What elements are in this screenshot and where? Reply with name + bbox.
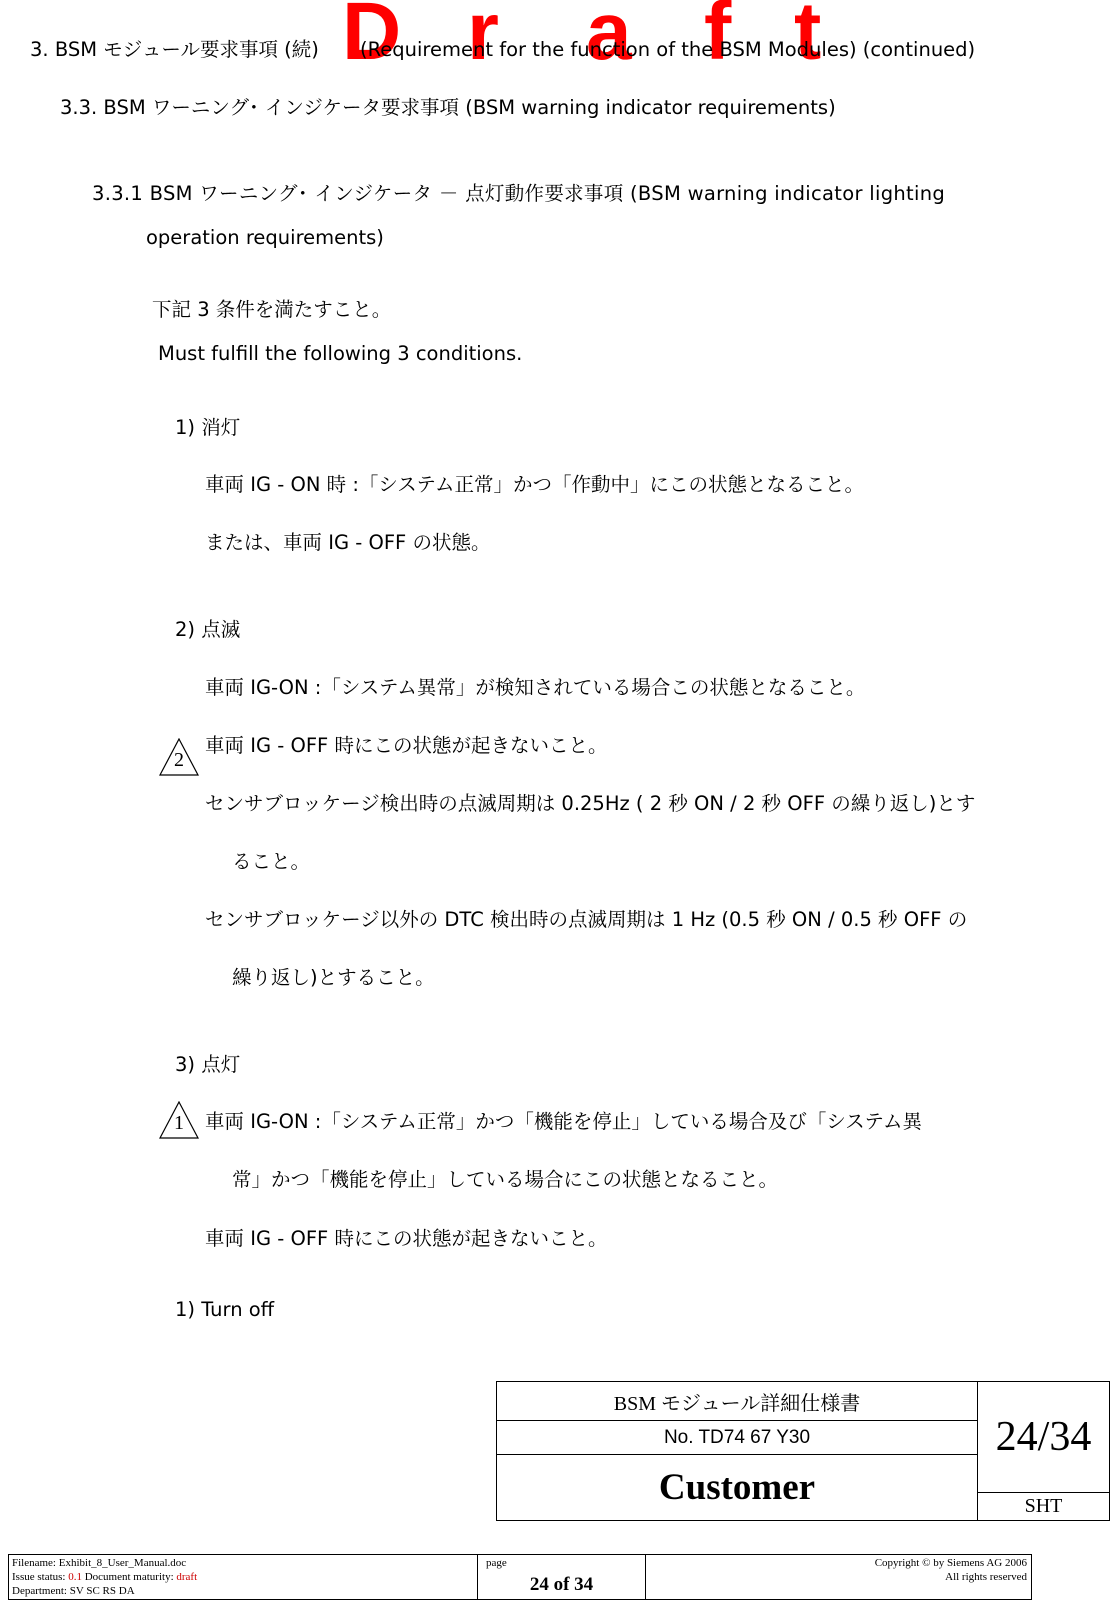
section-3-english-title: (Requirement for the function of the BSM Modules) (continued) xyxy=(360,38,976,61)
watermark-letter-a: a xyxy=(586,0,632,77)
revision-mark-2 xyxy=(159,738,199,776)
section-3-number: 3. xyxy=(30,38,49,61)
item-2-line4a: センサブロッケージ以外の DTC 検出時の点滅周期は 1 Hz (0.5 秒 ON / 0.5 秒 OFF の xyxy=(205,908,968,931)
revision-mark-2-number: 2 xyxy=(174,749,184,771)
title-block-sheet: 24/34 xyxy=(978,1382,1109,1493)
page-footer xyxy=(8,1554,1032,1600)
section-3-title: BSM モジュール要求事項 (続) xyxy=(54,38,319,61)
item-2-line4b: 繰り返し)とすること。 xyxy=(232,966,435,989)
title-block-customer: Customer xyxy=(497,1455,978,1520)
title-block xyxy=(496,1381,1110,1521)
item-2-line3b: ること。 xyxy=(232,850,311,873)
footer-page-cell xyxy=(477,1555,646,1599)
item-2-line1: 車両 IG-ON :「システム異常」が検知されている場合この状態となること。 xyxy=(205,676,866,699)
item-1-title: 1) 消灯 xyxy=(175,416,241,439)
item-3-title: 3) 点灯 xyxy=(175,1053,241,1076)
watermark-letter-r: r xyxy=(467,0,499,77)
section-3-3-1-heading-line1: 3.3.1 BSM ワーニング･ インジケータ － 点灯動作要求事項 (BSM warning indicator lighting xyxy=(92,182,946,205)
section-3-3-heading: 3.3. BSM ワーニング･ インジケータ要求事項 (BSM warning indicator requirements) xyxy=(60,96,836,119)
watermark-letter-f: f xyxy=(704,0,732,77)
item-3-line1b: 常」かつ「機能を停止」している場合にこの状態となること。 xyxy=(232,1168,779,1191)
section-3-heading xyxy=(30,38,319,62)
item-2-line2: 車両 IG - OFF 時にこの状態が起きないこと。 xyxy=(205,734,608,757)
section-3-3-1-heading-line2: operation requirements) xyxy=(146,226,384,249)
title-block-sheet-label: SHT xyxy=(1024,1495,1063,1517)
item-2-line3a: センサブロッケージ検出時の点滅周期は 0.25Hz ( 2 秒 ON / 2 秒 OFF の繰り返し)とす xyxy=(205,792,976,815)
revision-mark-1-number: 1 xyxy=(174,1112,184,1134)
footer-copyright: Copyright © by Siemens AG 2006 xyxy=(874,1557,1027,1569)
item-1-line2: または、車両 IG - OFF の状態。 xyxy=(205,531,491,554)
title-block-doc-title: BSM モジュール詳細仕様書 xyxy=(497,1382,978,1421)
watermark-letter-d: D xyxy=(342,0,402,77)
footer-filename: Filename: Exhibit_8_User_Manual.doc xyxy=(12,1557,187,1569)
item-3-line2: 車両 IG - OFF 時にこの状態が起きないこと。 xyxy=(205,1227,608,1250)
revision-mark-1 xyxy=(159,1101,199,1139)
item-3-line1a: 車両 IG-ON :「システム正常」かつ「機能を停止」している場合及び「システム異 xyxy=(205,1110,922,1133)
item-en-1-title: 1) Turn off xyxy=(175,1298,275,1321)
footer-issue-status: Issue status: 0.1 Document maturity: draft xyxy=(12,1571,198,1583)
footer-rights: All rights reserved xyxy=(945,1571,1027,1583)
item-2-title: 2) 点滅 xyxy=(175,618,241,641)
title-block-doc-number: No. TD74 67 Y30 xyxy=(497,1421,978,1455)
footer-page-value: 24 of 34 xyxy=(529,1574,594,1595)
footer-page-label: page xyxy=(486,1557,507,1569)
footer-department: Department: SV SC RS DA xyxy=(12,1585,135,1597)
watermark-letter-t: t xyxy=(794,0,822,77)
item-1-line1: 車両 IG - ON 時 :「システム正常」かつ「作動中」にこの状態となること。 xyxy=(205,473,864,496)
intro-jp: 下記 3 条件を満たすこと。 xyxy=(152,298,392,321)
intro-en: Must fulfill the following 3 conditions. xyxy=(158,342,523,365)
